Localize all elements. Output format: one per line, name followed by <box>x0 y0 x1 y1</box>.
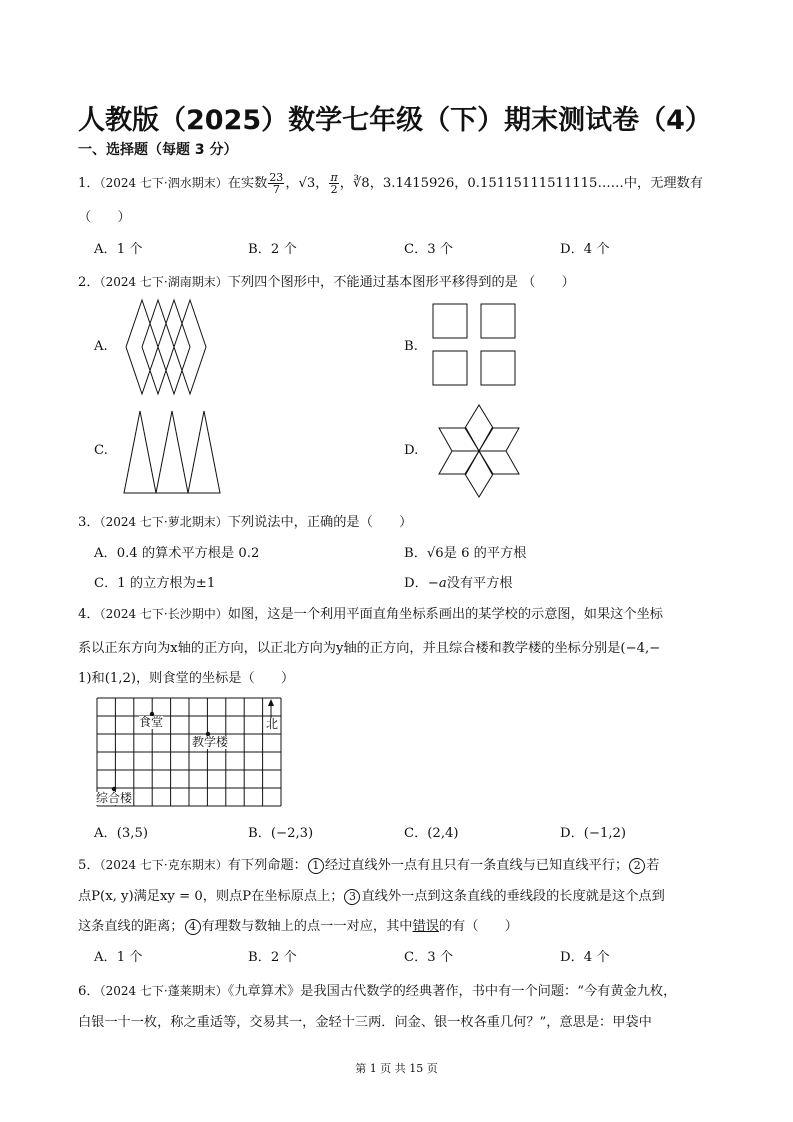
q5-circled-4: 4 <box>185 919 201 935</box>
q5-circled-1: 1 <box>308 858 324 874</box>
q3-option-d[interactable] <box>404 572 513 591</box>
page-title: 人教版（2025）数学七年级（下）期末测试卷（4） <box>78 105 712 136</box>
q1-fraction <box>268 172 284 195</box>
q1-text-rest: ，3.1415926，0.15115111511115……中，无理数有 <box>369 176 703 191</box>
q2-label-a[interactable]: A. <box>94 339 108 354</box>
q1-cbrt8: ∛8 <box>352 176 370 191</box>
q5-line1-a: 经过直线外一点有且只有一条直线与已知直线平行； <box>324 858 629 873</box>
q4-option-b[interactable]: B．(−2,3) <box>248 826 314 841</box>
q5-option-a[interactable]: A．1 个 <box>94 950 143 965</box>
q6-number: 6． <box>78 984 100 999</box>
q6-source: （2024 七下·蓬莱期末） <box>99 984 228 998</box>
map-label-canteen: 食堂 <box>139 715 164 729</box>
q6-line1: 《九章算术》是我国古代数学的经典著作，书中有一个问题：“今有黄金九枚， <box>227 984 677 999</box>
q5-option-b[interactable]: B．2 个 <box>248 950 297 965</box>
q3-option-d-text: 没有平方根 <box>446 576 513 591</box>
q4-line1: 如图，这是一个利用平面直角坐标系画出的某学校的示意图，如果这个坐标 <box>227 607 663 622</box>
q4-line3: 1)和(1,2)，则食堂的坐标是（ ） <box>78 671 295 686</box>
map-label-north: 北 <box>266 717 279 731</box>
q1-bracket: （ ） <box>78 210 131 225</box>
triangle-2 <box>156 411 188 493</box>
q4-number: 4． <box>78 607 100 622</box>
q5-underlined-word: 错误 <box>412 919 439 934</box>
q1-pi-fraction <box>329 172 338 195</box>
q5-circled-3: 3 <box>344 889 360 905</box>
square-1 <box>433 304 467 338</box>
rhombus-1 <box>465 405 493 451</box>
q6-line2: 白银一十一枚，称之重适等，交易其一，金轻十三两．问金、银一枚各重几何？”，意思是：甲袋中 <box>78 1015 652 1030</box>
q5-line2-a: 点P(x, y)满足xy = 0，则点P在坐标原点上； <box>78 889 344 904</box>
q3-option-d-prefix: D． <box>404 576 428 591</box>
question-5 <box>78 854 659 874</box>
q3-option-b-prefix: B． <box>404 546 427 561</box>
question-1 <box>78 172 703 195</box>
q2-source: （2024 七下·湖南期末） <box>99 275 228 289</box>
question-4 <box>78 603 663 622</box>
map-label-general: 综合楼 <box>96 791 133 805</box>
page-footer: 第 1 页 共 15 页 <box>355 1062 438 1075</box>
q5-number: 5． <box>78 858 100 873</box>
q4-line2: 系以正东方向为x轴的正方向，以正北方向为y轴的正方向，并且综合楼和教学楼的坐标分别是(−4,− <box>78 641 661 656</box>
q5-circled-2: 2 <box>629 858 645 874</box>
q2-text: 下列四个图形中，不能通过基本图形平移得到的是 （ ） <box>227 275 575 290</box>
q5-option-d[interactable]: D．4 个 <box>560 950 610 965</box>
q3-option-b[interactable] <box>404 542 526 561</box>
q4-option-c[interactable]: C．(2,4) <box>404 826 459 841</box>
figure-a-diamonds <box>124 298 214 396</box>
rhombus-5 <box>479 451 519 474</box>
q3-option-b-text: 是 6 的平方根 <box>443 546 527 561</box>
square-2 <box>481 304 515 338</box>
rhombus-4 <box>439 428 479 451</box>
square-4 <box>481 351 515 385</box>
q5-line2-b: 直线外一点到这条直线的垂线段的长度就是这个点到 <box>361 889 665 904</box>
q5-line3 <box>78 915 518 935</box>
q1-option-d[interactable]: D．4 个 <box>560 242 610 257</box>
q1-number: 1． <box>78 176 100 191</box>
q5-line2 <box>78 885 665 905</box>
square-3 <box>433 351 467 385</box>
q1-option-a[interactable]: A．1 个 <box>94 242 143 257</box>
figure-c-triangles <box>122 408 222 496</box>
q4-option-d[interactable]: D．(−1,2) <box>560 826 627 841</box>
q1-two: 2 <box>330 183 338 196</box>
q2-label-b[interactable]: B. <box>404 339 418 354</box>
q1-option-c[interactable]: C．3 个 <box>404 242 454 257</box>
q1-source: （2024 七下·泗水期末） <box>99 176 228 190</box>
q3-option-b-sqrt: √6 <box>426 546 444 561</box>
q1-text-pre: 在实数 <box>227 176 268 191</box>
q1-fraction-numerator: 23 <box>269 171 284 184</box>
q3-number: 3． <box>78 515 100 530</box>
q3-text: 下列说法中，正确的是（ ） <box>227 515 413 530</box>
q5-line3-a: 这条直线的距离； <box>78 919 184 934</box>
q1-sep1: ， <box>285 176 299 191</box>
figure-d-rhombus-star <box>431 402 527 500</box>
rhombus-6 <box>439 451 479 474</box>
q4-source: （2024 七下·长沙期中） <box>99 607 228 621</box>
q4-option-a[interactable]: A．(3,5) <box>94 826 148 841</box>
q5-line1-pre: 有下列命题： <box>227 858 307 873</box>
q5-line3-b: 有理数与数轴上的点一一对应，其中 <box>201 919 413 934</box>
q1-fraction-denominator: 7 <box>272 183 280 196</box>
q3-option-c[interactable]: C．1 的立方根为±1 <box>94 576 216 591</box>
q1-sep3: ， <box>339 176 353 191</box>
q3-option-d-math: −a <box>427 576 447 591</box>
q5-source: （2024 七下·克东期末） <box>99 858 228 872</box>
q1-sep2: ， <box>315 176 329 191</box>
q5-option-c[interactable]: C．3 个 <box>404 950 454 965</box>
north-arrow-head <box>268 699 274 706</box>
q2-number: 2． <box>78 275 100 290</box>
q1-pi: π <box>330 171 338 184</box>
q2-label-c[interactable]: C. <box>94 443 108 458</box>
figure-b-squares <box>432 303 518 387</box>
q5-line3-c: 的有（ ） <box>438 919 518 934</box>
q3-source: （2024 七下·萝北期末） <box>99 515 228 529</box>
map-label-teaching: 教学楼 <box>192 735 229 749</box>
q2-label-d[interactable]: D. <box>404 443 419 458</box>
q1-sqrt3: √3 <box>298 176 316 191</box>
triangle-1 <box>124 411 156 493</box>
rhombus-2 <box>465 451 493 497</box>
question-2 <box>78 271 575 290</box>
triangle-3 <box>188 411 220 493</box>
section-heading: 一、选择题（每题 3 分） <box>78 142 238 158</box>
q5-line1-b: 若 <box>646 858 660 873</box>
question-3 <box>78 511 412 530</box>
rhombus-3 <box>479 428 519 451</box>
question-6 <box>78 980 676 999</box>
q1-option-b[interactable]: B．2 个 <box>248 242 297 257</box>
q3-option-a[interactable]: A．0.4 的算术平方根是 0.2 <box>94 546 260 561</box>
